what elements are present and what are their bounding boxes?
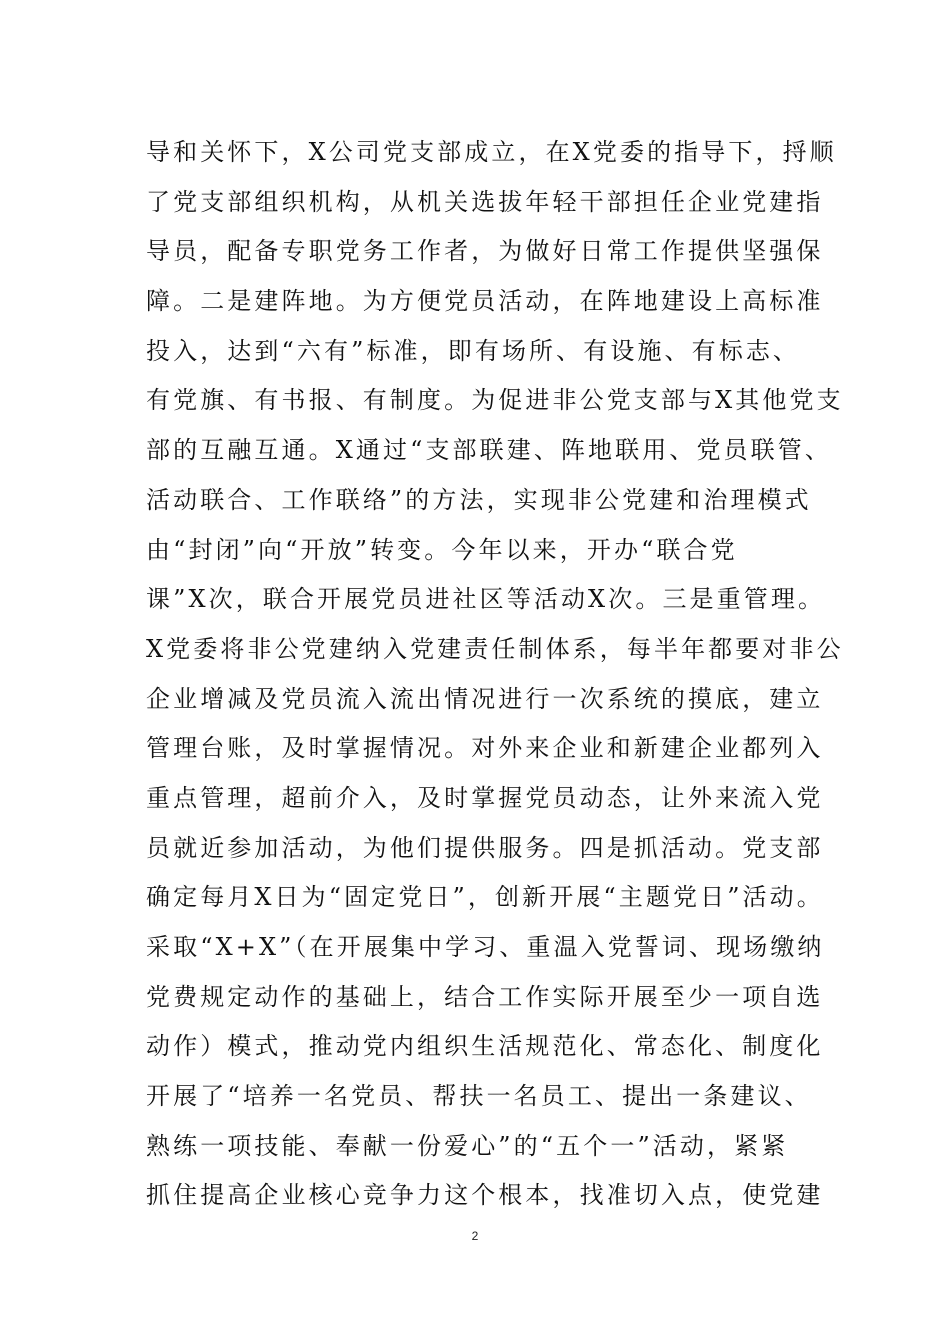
text-line: 动作）模式，推动党内组织生活规范化、常态化、制度化 bbox=[146, 1032, 824, 1061]
text-line: 课”X次，联合开展党员进社区等活动X次。三是重管理。 bbox=[146, 585, 826, 614]
body-text bbox=[146, 128, 844, 1221]
text-line: 采取“X+X”（在开展集中学习、重温入党誓词、现场缴纳 bbox=[146, 933, 825, 961]
text-line: 熟练一项技能、奉献一份爱心”的“五个一”活动，紧紧 bbox=[146, 1131, 789, 1160]
text-line: 员就近参加活动，为他们提供服务。四是抓活动。党支部 bbox=[146, 833, 824, 862]
text-line: X党委将非公党建纳入党建责任制体系，每半年都要对非公 bbox=[146, 634, 844, 663]
text-line: 活动联合、工作联络”的方法，实现非公党建和治理模式 bbox=[146, 485, 812, 514]
text-line: 部的互融互通。X通过“支部联建、阵地联用、党员联管、 bbox=[146, 436, 832, 465]
text-line: 了党支部组织机构，从机关选拔年轻干部担任企业党建指 bbox=[146, 187, 824, 216]
text-line: 导和关怀下，X公司党支部成立，在X党委的指导下，捋顺 bbox=[146, 138, 837, 166]
text-line: 企业增减及党员流入流出情况进行一次系统的摸底，建立 bbox=[146, 684, 824, 713]
text-line: 有党旗、有书报、有制度。为促进非公党支部与X其他党支 bbox=[146, 386, 844, 415]
page-number: 2 bbox=[471, 1229, 479, 1243]
text-line: 管理台账，及时掌握情况。对外来企业和新建企业都列入 bbox=[146, 734, 824, 763]
text-line: 由“封闭”向“开放”转变。今年以来，开办“联合党 bbox=[146, 535, 738, 564]
text-line: 党费规定动作的基础上，结合工作实际开展至少一项自选 bbox=[146, 982, 824, 1011]
text-line: 导员，配备专职党务工作者，为做好日常工作提供坚强保 bbox=[146, 237, 824, 266]
text-line: 重点管理，超前介入，及时掌握党员动态，让外来流入党 bbox=[146, 783, 824, 812]
text-line: 抓住提高企业核心竞争力这个根本，找准切入点，使党建 bbox=[146, 1181, 824, 1210]
text-line: 确定每月X日为“固定党日”，创新开展“主题党日”活动。 bbox=[146, 883, 824, 912]
text-line: 开展了“培养一名党员、帮扶一名员工、提出一条建议、 bbox=[146, 1082, 812, 1111]
text-line: 投入，达到“六有”标准，即有场所、有设施、有标志、 bbox=[146, 336, 801, 365]
text-line: 障。二是建阵地。为方便党员活动，在阵地建设上高标准 bbox=[146, 287, 824, 316]
